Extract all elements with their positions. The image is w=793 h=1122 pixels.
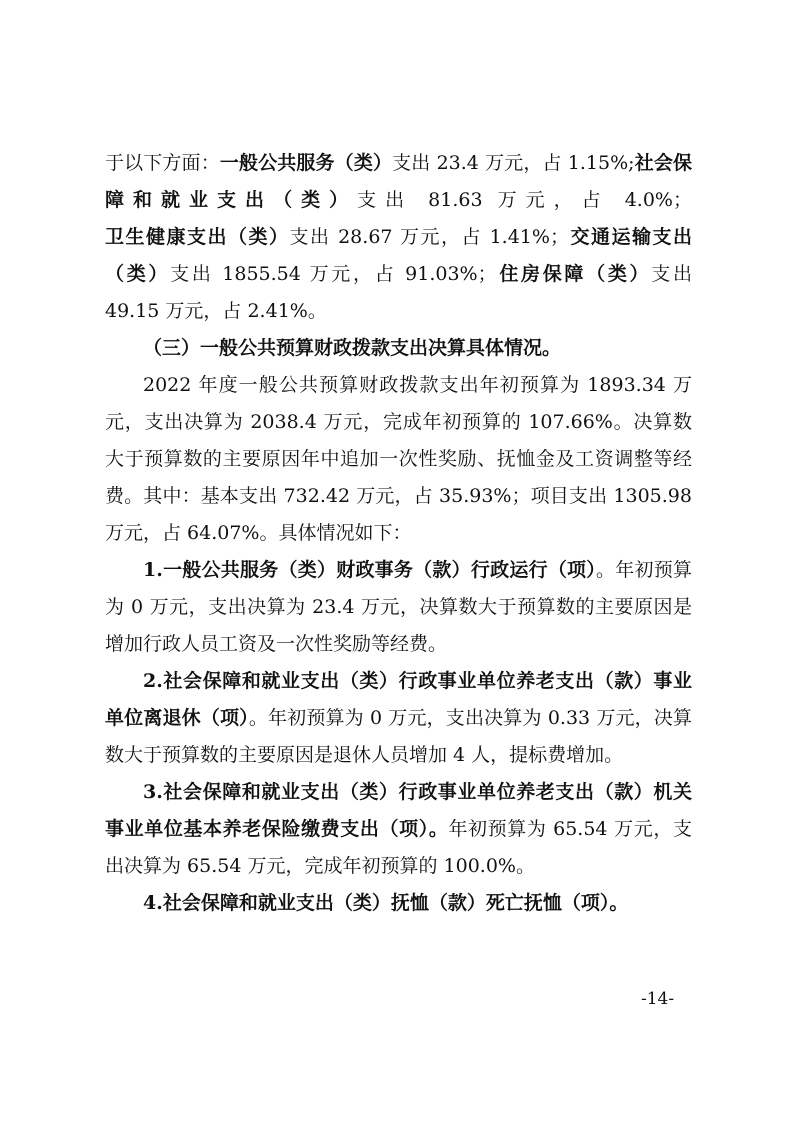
paragraph-expenditure-categories — [105, 145, 692, 330]
text-run: 支出 23.4 万元，占 1.15%; — [392, 152, 635, 174]
text-run-bold: 4.社会保障和就业支出（类）抚恤（款）死亡抚恤（项）。 — [143, 892, 629, 914]
text-run-bold: 2.社会保障和就业支出（类）行政事业单位养老支出（款）事业单位离退休（项） — [105, 670, 692, 729]
text-run-bold: 卫生健康支出（类） — [105, 226, 290, 248]
text-run: 支出 81.63 万元，占 4.0%； — [357, 189, 692, 211]
text-run: 支出 1855.54 万元，占 91.03%； — [170, 263, 497, 285]
text-run-bold: 一般公共服务（类） — [219, 152, 393, 174]
text-run: 。年初预算为 0 万元，支出决算为 0.33 万元，决算数大于预算数的主要原因是退休人员增加 4 人，提标费增加。 — [105, 707, 692, 766]
text-run-bold: 交通运输支出（类） — [105, 226, 692, 285]
text-run-bold: （三）一般公共预算财政拨款支出决算具体情况。 — [143, 337, 562, 359]
paragraph-budget-summary — [105, 367, 692, 552]
text-run: 于以下方面： — [105, 152, 220, 174]
text-run-bold: 1.一般公共服务（类）财政事务（款）行政运行（项） — [143, 559, 597, 581]
text-run-bold: 住房保障（类） — [496, 263, 652, 285]
page-number: -14- — [641, 989, 675, 1009]
text-run: 年初预算为 65.54 万元，支出决算为 65.54 万元，完成年初预算的 100.0%。 — [105, 818, 692, 877]
text-run-bold: 3.社会保障和就业支出（类）行政事业单位养老支出（款）机关事业单位基本养老保险缴费支出（项）。 — [105, 781, 692, 840]
document-body — [105, 145, 692, 922]
paragraph-item-4 — [105, 885, 692, 922]
text-run: 。年初预算为 0 万元，支出决算为 23.4 万元，决算数大于预算数的主要原因是增加行政人员工资及一次性奖励等经费。 — [105, 559, 692, 655]
text-run: 2022 年度一般公共预算财政拨款支出年初预算为 1893.34 万元，支出决算为 2038.4 万元，完成年初预算的 107.66%。决算数大于预算数的主要原因年中追加一次性奖励、抚恤金及工资调整等经费。其中：基本支出 732.42 万元，占 35.93%；项目支出 1305.98 万元，占 64.07%。具体情况如下： — [105, 374, 692, 544]
text-run: 支出 49.15 万元，占 2.41%。 — [105, 263, 692, 322]
section-heading — [105, 330, 692, 367]
text-run: 支出 28.67 万元，占 1.41%； — [289, 226, 569, 248]
text-run-bold: 社会保障和就业支出（类） — [105, 152, 692, 211]
paragraph-item-1 — [105, 552, 692, 663]
paragraph-item-2 — [105, 663, 692, 774]
paragraph-item-3 — [105, 774, 692, 885]
